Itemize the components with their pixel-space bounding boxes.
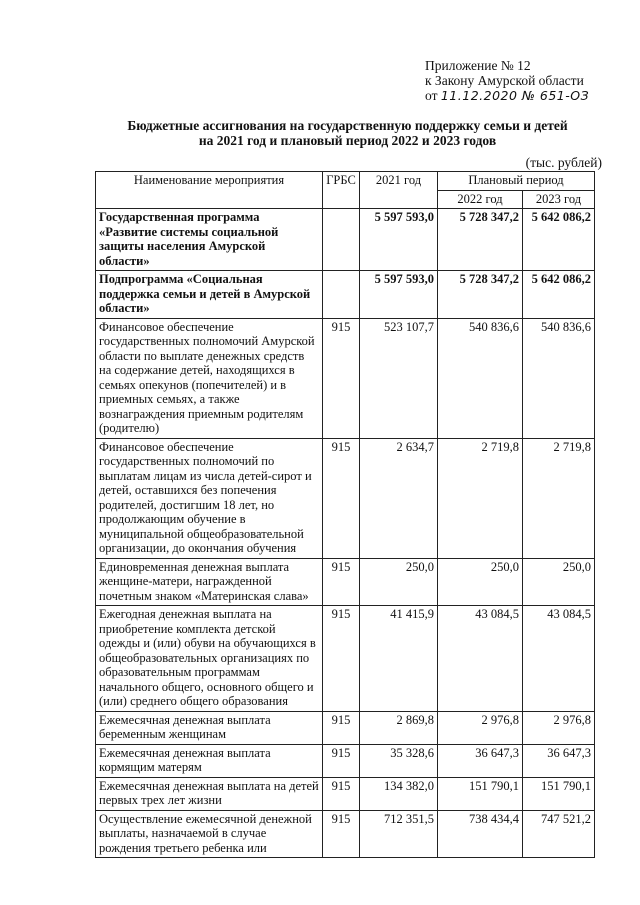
- table-row: [96, 209, 595, 271]
- table-row: [96, 318, 595, 438]
- row-name: Подпрограмма «Социальная поддержка семьи и детей в Амурской области»: [96, 271, 323, 319]
- header-name: Наименование мероприятия: [96, 172, 323, 209]
- row-grbs: 915: [323, 810, 360, 858]
- header-2021: 2021 год: [360, 172, 438, 209]
- document-title: [80, 118, 615, 148]
- row-2023: 747 521,2: [523, 810, 595, 858]
- row-name: Ежегодная денежная выплата на приобретение комплекта детской одежды и (или) обуви на обучающихся в общеобразовательных организациях по образовательным программам начального общего, основного общего и (или) среднего общего образования: [96, 606, 323, 712]
- row-name: Ежемесячная денежная выплата беременным женщинам: [96, 711, 323, 744]
- row-2021: 250,0: [360, 558, 438, 606]
- row-2023: 250,0: [523, 558, 595, 606]
- title-line-1: Бюджетные ассигнования на государственную поддержку семьи и детей: [127, 118, 568, 133]
- row-2021: 712 351,5: [360, 810, 438, 858]
- row-grbs: 915: [323, 558, 360, 606]
- table-row: [96, 606, 595, 712]
- row-2021: 2 634,7: [360, 438, 438, 558]
- row-grbs: 915: [323, 438, 360, 558]
- row-name: Финансовое обеспечение государственных полномочий по выплатам лицам из числа детей-сирот и детей, оставшихся без попечения родителей, достигшим 18 лет, но продолжающим обучение в муниципальной общеобразовательной организации, до окончания обучения: [96, 438, 323, 558]
- table-row: [96, 711, 595, 744]
- row-2023: 2 976,8: [523, 711, 595, 744]
- table-row: [96, 271, 595, 319]
- row-grbs: 915: [323, 318, 360, 438]
- row-grbs: [323, 209, 360, 271]
- table-row: [96, 438, 595, 558]
- row-2022: 250,0: [438, 558, 523, 606]
- header-grbs: ГРБС: [323, 172, 360, 209]
- row-name: Ежемесячная денежная выплата на детей первых трех лет жизни: [96, 777, 323, 810]
- handwritten-date-number: 11.12.2020 № 651-ОЗ: [440, 88, 590, 103]
- row-2022: 738 434,4: [438, 810, 523, 858]
- row-2021: 134 382,0: [360, 777, 438, 810]
- row-2021: 5 597 593,0: [360, 271, 438, 319]
- row-grbs: 915: [323, 711, 360, 744]
- row-grbs: 915: [323, 777, 360, 810]
- title-line-2: на 2021 год и плановый период 2022 и 2023 годов: [198, 133, 497, 148]
- row-2023: 2 719,8: [523, 438, 595, 558]
- row-2022: 151 790,1: [438, 777, 523, 810]
- row-name: Ежемесячная денежная выплата кормящим матерям: [96, 744, 323, 777]
- table-row: [96, 777, 595, 810]
- row-2023: 43 084,5: [523, 606, 595, 712]
- row-2022: 2 719,8: [438, 438, 523, 558]
- appendix-law: к Закону Амурской области: [425, 73, 584, 88]
- row-name: Единовременная денежная выплата женщине-матери, награжденной почетным знаком «Материнская слава»: [96, 558, 323, 606]
- row-grbs: 915: [323, 744, 360, 777]
- row-2022: 2 976,8: [438, 711, 523, 744]
- row-2022: 36 647,3: [438, 744, 523, 777]
- row-2021: 5 597 593,0: [360, 209, 438, 271]
- row-2022: 5 728 347,2: [438, 209, 523, 271]
- row-2021: 2 869,8: [360, 711, 438, 744]
- row-2023: 5 642 086,2: [523, 209, 595, 271]
- header-planned-period: Плановый период: [438, 172, 595, 191]
- appendix-number: Приложение № 12: [425, 58, 531, 73]
- table-row: [96, 810, 595, 858]
- header-2022: 2022 год: [438, 190, 523, 209]
- row-2022: 43 084,5: [438, 606, 523, 712]
- row-2021: 41 415,9: [360, 606, 438, 712]
- row-2023: 36 647,3: [523, 744, 595, 777]
- row-2023: 5 642 086,2: [523, 271, 595, 319]
- appendix-block: [425, 58, 589, 103]
- units-label: (тыс. рублей): [525, 155, 602, 170]
- row-2021: 523 107,7: [360, 318, 438, 438]
- row-name: Осуществление ежемесячной денежной выплаты, назначаемой в случае рождения третьего ребенка или: [96, 810, 323, 858]
- table-row: [96, 744, 595, 777]
- budget-table: [95, 171, 595, 858]
- row-grbs: [323, 271, 360, 319]
- row-2021: 35 328,6: [360, 744, 438, 777]
- row-2023: 540 836,6: [523, 318, 595, 438]
- row-grbs: 915: [323, 606, 360, 712]
- appendix-date: [425, 88, 589, 103]
- row-2022: 5 728 347,2: [438, 271, 523, 319]
- row-name: Финансовое обеспечение государственных полномочий Амурской области по выплате денежных средств на содержание детей, находящихся в семьях опекунов (попечителей) и в приемных семьях, а также вознаграждения приемным родителям (родителю): [96, 318, 323, 438]
- row-name: Государственная программа «Развитие системы социальной защиты населения Амурской области»: [96, 209, 323, 271]
- row-2022: 540 836,6: [438, 318, 523, 438]
- row-2023: 151 790,1: [523, 777, 595, 810]
- appendix-date-prefix: от: [425, 88, 438, 103]
- header-2023: 2023 год: [523, 190, 595, 209]
- table-row: [96, 558, 595, 606]
